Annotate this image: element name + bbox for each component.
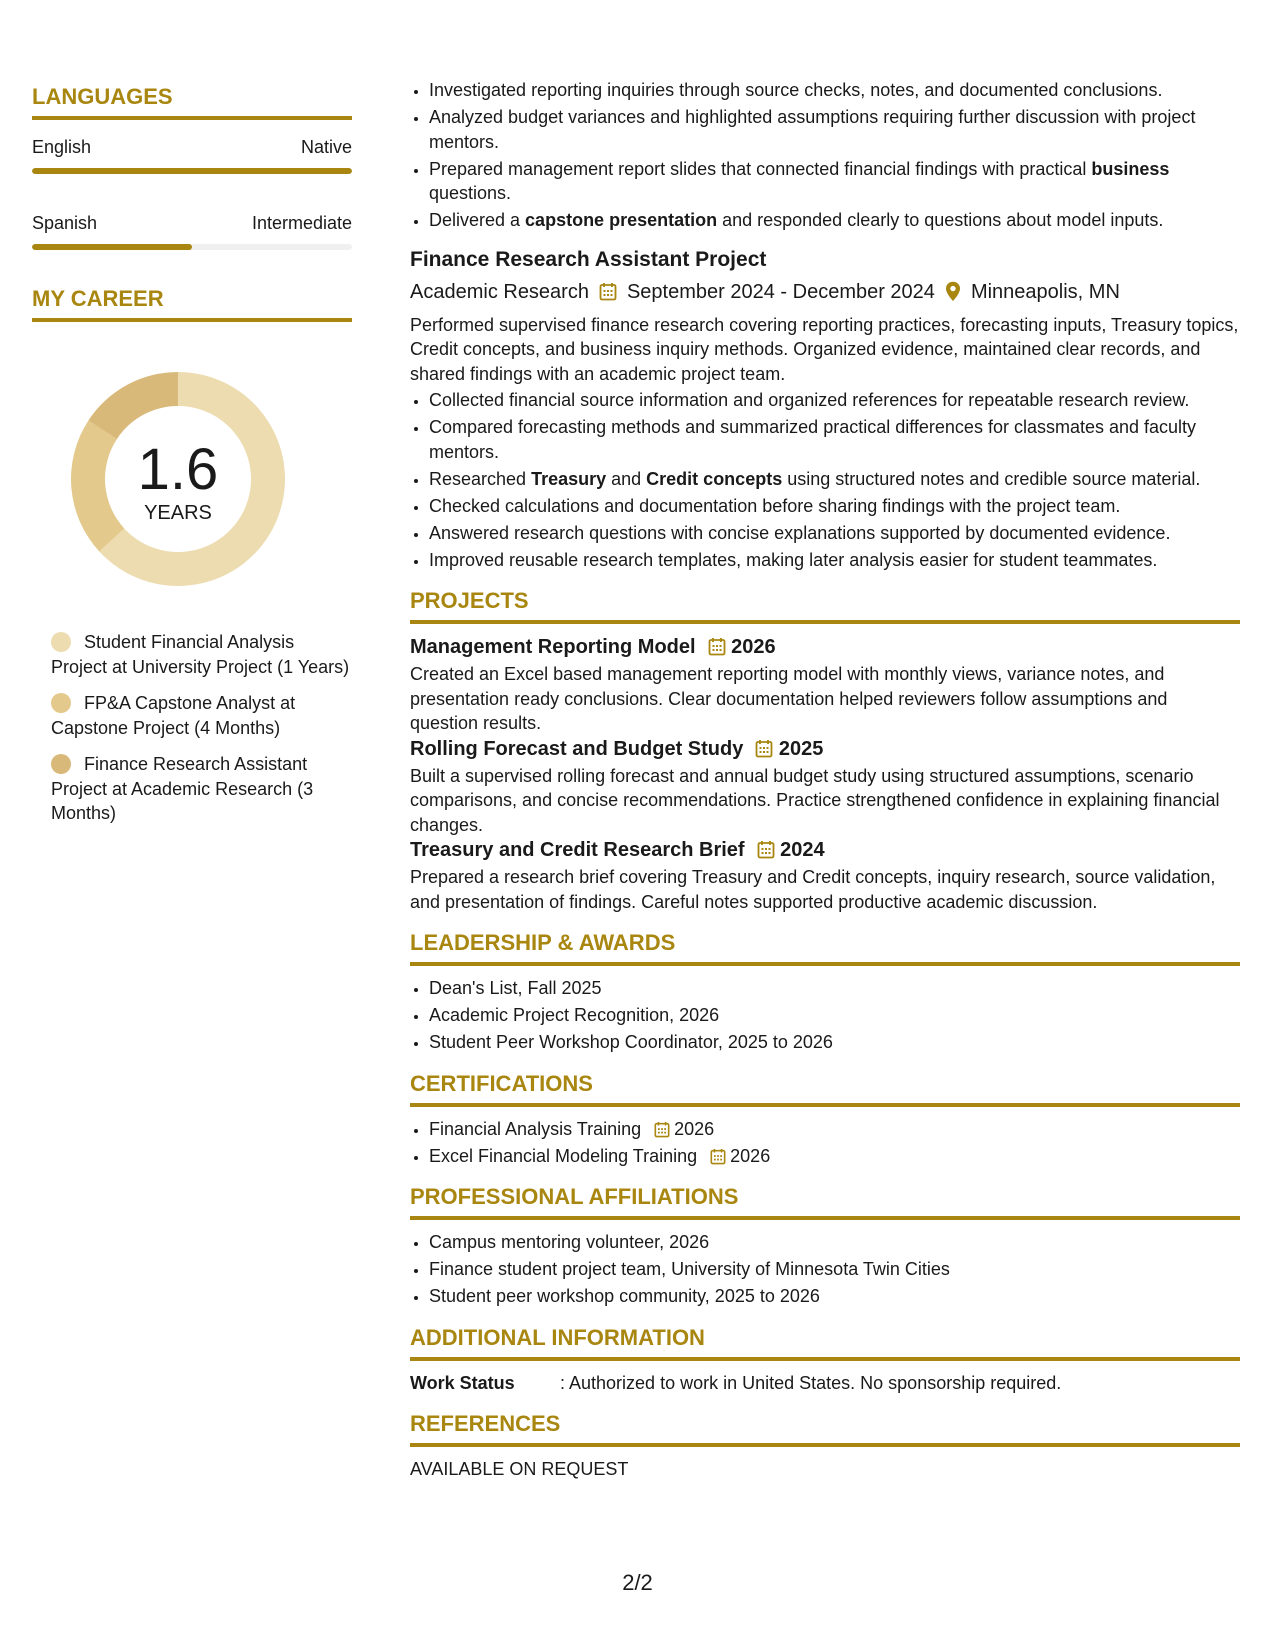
bullet-text: using structured notes and credible source material. [782, 468, 1201, 489]
additional-info-section [410, 1324, 1240, 1395]
project-year: 2024 [780, 839, 825, 861]
bullet-item: • Improved reusable research templates, making later analysis easier for student teammates. [429, 548, 1240, 573]
calendar-icon [708, 637, 726, 656]
career-legend-text: Student Financial Analysis Project at University Project (1 Years) [51, 632, 350, 677]
location-pin-icon [945, 281, 961, 302]
job-org: Academic Research [410, 280, 589, 303]
bullet-text: and responded clearly to questions about model inputs. [717, 210, 1164, 230]
leadership-item: • Dean's List, Fall 2025 [429, 976, 1240, 1001]
project-description: Prepared a research brief covering Treasury and Credit concepts, inquiry research, source validation, and presentation of findings. Careful notes supported productive academic discussion. [410, 867, 1216, 912]
leadership-section [410, 932, 1240, 1055]
language-name: English [32, 137, 92, 157]
work-status-label: Work Status [410, 1372, 515, 1393]
legend-dot [51, 632, 71, 652]
job-summary: Performed supervised finance research covering reporting practices, forecasting inputs, Treasury topics, Credit concepts, and business inquiry methods. Organized evidence, maintained clear records, and shared findings with an academic project team. [410, 314, 1239, 384]
additional-info-heading: ADDITIONAL INFORMATION [410, 1327, 1240, 1361]
leadership-heading: LEADERSHIP & AWARDS [410, 932, 1240, 966]
language-level-fill [32, 244, 192, 250]
career-legend-item [51, 630, 352, 679]
bullet-text: Researched [429, 468, 532, 489]
bullet-item [429, 208, 1240, 233]
calendar-icon [599, 282, 617, 301]
career-legend-item [51, 691, 352, 740]
leadership-item: • Student Peer Workshop Coordinator, 2025 to 2026 [429, 1030, 1240, 1055]
career-legend [32, 630, 352, 826]
language-level-bar [32, 168, 352, 174]
certifications-heading: CERTIFICATIONS [410, 1073, 1240, 1107]
career-total-unit: YEARS [144, 502, 212, 524]
project-date [757, 837, 825, 863]
career-total-value: 1.6 [137, 437, 219, 502]
sidebar [32, 86, 352, 838]
donut-segment [88, 372, 178, 439]
language-level-bar [32, 244, 352, 250]
project-description: Built a supervised rolling forecast and annual budget study using structured assumptions, scenario comparisons, and concise recommendations. Practice strengthened confidence in explaining financial changes. [410, 765, 1220, 835]
project-name: Treasury and Credit Research Brief [410, 839, 745, 861]
career-legend-item [51, 752, 352, 826]
affiliations-heading: PROFESSIONAL AFFILIATIONS [410, 1186, 1240, 1220]
projects-section [410, 590, 1240, 914]
job-title: Finance Research Assistant Project [410, 247, 767, 271]
calendar-icon [654, 1121, 670, 1138]
language-level-fill [32, 168, 352, 174]
project-name: Management Reporting Model [410, 636, 696, 658]
bullet-item [429, 467, 1240, 492]
project-date [708, 634, 776, 660]
job-meta [410, 279, 1240, 305]
project-item [410, 736, 1240, 838]
project-year: 2026 [731, 636, 776, 658]
job-bullets [410, 388, 1240, 572]
references-section [410, 1410, 1240, 1481]
career-donut-chart [63, 364, 293, 594]
projects-heading: PROJECTS [410, 590, 1240, 624]
bullet-emphasis: Treasury [531, 468, 607, 489]
certification-item [429, 1117, 1240, 1142]
certification-date [710, 1146, 770, 1166]
bullet-item: • Collected financial source information and organized references for repeatable research review. [429, 388, 1240, 413]
bullet-item: • Investigated reporting inquiries through source checks, notes, and documented conclusions. [429, 78, 1240, 103]
languages-heading: LANGUAGES [32, 86, 352, 120]
job-location: Minneapolis, MN [970, 280, 1120, 303]
legend-dot [51, 693, 71, 713]
calendar-icon [710, 1148, 726, 1165]
project-description: Created an Excel based management reporting model with monthly views, variance notes, and presentation ready conclusions. Clear documentation helped reviewers follow assumptions and question results. [410, 664, 1168, 733]
work-status-row [410, 1371, 1240, 1395]
certification-name: Financial Analysis Training [429, 1118, 642, 1139]
certifications-section [410, 1070, 1240, 1169]
career-legend-text: Finance Research Assistant Project at Academic Research (3 Months) [51, 754, 314, 823]
bullet-item [429, 157, 1240, 206]
main-content [410, 78, 1240, 1481]
bullet-text: Delivered a [429, 210, 526, 230]
certification-item [429, 1144, 1240, 1169]
languages-list [32, 136, 352, 250]
project-date [755, 736, 823, 762]
certification-year: 2026 [730, 1145, 771, 1166]
bullet-emphasis: Credit concepts [646, 468, 783, 489]
leadership-item: • Academic Project Recognition, 2026 [429, 1003, 1240, 1028]
certification-year: 2026 [674, 1118, 715, 1139]
language-level: Intermediate [251, 213, 352, 233]
project-name: Rolling Forecast and Budget Study [410, 737, 744, 760]
calendar-icon [755, 739, 773, 758]
career-heading: MY CAREER [32, 288, 352, 322]
job-dates: September 2024 - December 2024 [626, 280, 935, 303]
calendar-icon [757, 840, 775, 859]
previous-job-bullets [410, 78, 1240, 233]
affiliation-item: • Student peer workshop community, 2025 to 2026 [429, 1284, 1240, 1309]
bullet-text: questions. [429, 183, 512, 203]
career-legend-text: FP&A Capstone Analyst at Capstone Project (4 Months) [51, 693, 296, 738]
language-name: Spanish [32, 213, 98, 233]
bullet-item: • Checked calculations and documentation before sharing findings with the project team. [429, 494, 1240, 519]
language-item [32, 136, 352, 174]
project-year: 2025 [778, 737, 824, 760]
language-level: Native [300, 137, 352, 157]
bullet-item: • Answered research questions with concise explanations supported by documented evidence. [429, 521, 1240, 546]
work-status-value: : Authorized to work in United States. No sponsorship required. [560, 1372, 1062, 1393]
affiliations-section [410, 1186, 1240, 1309]
affiliation-item: • Campus mentoring volunteer, 2026 [429, 1230, 1240, 1255]
references-text: AVAILABLE ON REQUEST [410, 1458, 629, 1479]
bullet-item: • Compared forecasting methods and summarized practical differences for classmates and faculty mentors. [429, 415, 1240, 464]
bullet-emphasis: business [1091, 158, 1170, 179]
bullet-emphasis: capstone presentation [525, 210, 718, 230]
project-item [410, 634, 1240, 736]
bullet-text: Prepared management report slides that connected financial findings with practical [429, 158, 1092, 179]
legend-dot [51, 754, 71, 774]
bullet-text: and [606, 468, 647, 489]
certification-date [654, 1119, 714, 1139]
references-heading: REFERENCES [410, 1413, 1240, 1447]
project-item [410, 837, 1240, 914]
affiliation-item: • Finance student project team, University of Minnesota Twin Cities [429, 1257, 1240, 1282]
bullet-item: • Analyzed budget variances and highlighted assumptions requiring further discussion with project mentors. [429, 105, 1240, 154]
career-total [63, 437, 293, 524]
certification-name: Excel Financial Modeling Training [429, 1145, 698, 1166]
language-item [32, 212, 352, 250]
page-number: 2/2 [622, 1570, 653, 1595]
